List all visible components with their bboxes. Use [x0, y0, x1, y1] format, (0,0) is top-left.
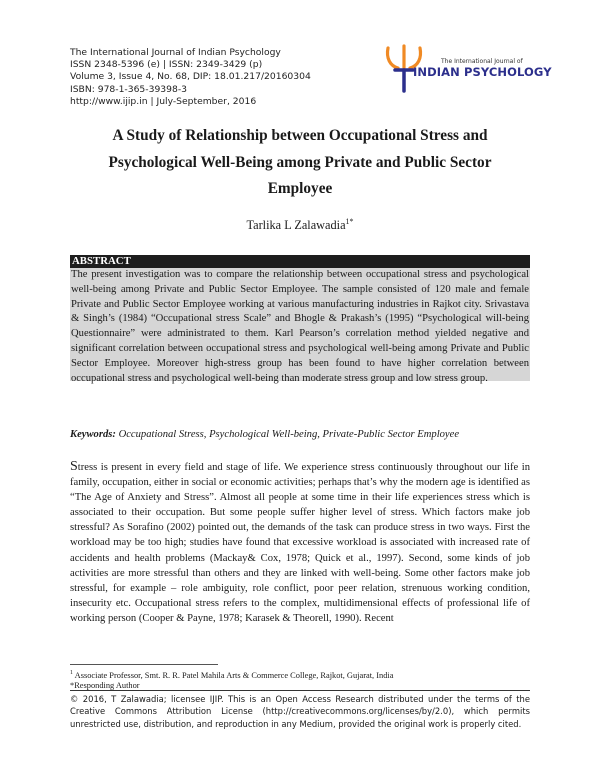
- title-line-1: A Study of Relationship between Occupational Stress and: [112, 127, 488, 144]
- logo-big-text: INDIAN PSYCHOLOGY: [413, 65, 552, 79]
- logo-small-text: The International Journal of: [441, 58, 523, 65]
- footnote-mark: 1: [70, 670, 73, 676]
- license-rule: [70, 690, 530, 691]
- footnote-1: [70, 668, 530, 681]
- url-date-line: http://www.ijip.in | July-September, 2016: [70, 95, 257, 107]
- footnote-rule: [70, 664, 218, 665]
- keywords-line: [70, 429, 530, 440]
- author-mark: 1*: [345, 217, 354, 226]
- body-text: tress is present in every field and stage of life. We experience stress continuously throughout our life in family, occupation, either in social or economic activities; perhaps that’s why the modern age is identified as “The Age of Anxiety and Stress”. Almost all people at some time in their life experiences stress which is associated to their occupation. But some people suffer higher level of stress. Which factors make job stressful? As Sorafino (2002) pointed out, the demands of the task can produce stress in two ways. First the workload may be too high; studies have found that excessive workload is associated with increased rate of accidents and health problems (Mackay& Cox, 1978; Quick et al., 1997). Second, some kinds of job activities are more stressful than others and they are linked with well-being. Some other factors make job stressful, for example – role ambiguity, role conflict, poor peer relation, strenuous working condition, insecurity etc. Occupational stress refers to the complex, multidimensional effects of professional life of working person (Cooper & Payne, 1978; Karasek & Theorell, 1990). Recent: [70, 462, 530, 624]
- body-paragraph: [70, 459, 530, 626]
- author-line: [70, 217, 530, 233]
- author-name: Tarlika L Zalawadia: [246, 218, 346, 233]
- journal-header: [70, 47, 400, 108]
- license-text: © 2016, T Zalawadia; licensee IJIP. This is an Open Access Research distributed under the terms of the Creative Commons Attribution License (http://creativecommons.org/licenses/by/2.0), which permits unrestricted use, distribution, and reproduction in any Medium, provided the original work is properly cited.: [70, 694, 530, 729]
- title-line-2: Psychological Well-Being among Private and Public Sector: [108, 153, 492, 171]
- journal-name: The International Journal of Indian Psychology: [70, 47, 281, 58]
- journal-logo: [384, 44, 552, 96]
- keywords-label: Keywords:: [70, 429, 116, 440]
- volume-line: Volume 3, Issue 4, No. 68, DIP: 18.01.217/20160304: [70, 71, 311, 83]
- footnote-1-text: Associate Professor, Smt. R. R. Patel Mahila Arts & Commerce College, Rajkot, Gujarat, India: [74, 670, 394, 680]
- paper-title: [70, 123, 530, 203]
- footnote-2: *Responding Author: [70, 681, 140, 691]
- keywords-text: Occupational Stress, Psychological Well-being, Private-Public Sector Employee: [118, 429, 460, 440]
- drop-cap: S: [70, 459, 78, 474]
- footnotes: [70, 668, 530, 692]
- isbn-line: ISBN: 978-1-365-39398-3: [70, 83, 187, 95]
- issn-line: ISSN 2348-5396 (e) | ISSN: 2349-3429 (p): [70, 59, 263, 71]
- abstract-heading: ABSTRACT: [70, 255, 530, 268]
- title-line-3: Employee: [267, 180, 333, 197]
- abstract-text: The present investigation was to compare the relationship between occupational stress and psychological well-being among Private and Public Sector Employee. The sample consisted of 120 male and female Private and Public Sector Employee working at various manufacturing industries in Rajkot city. Srivastava & Singh’s (1984) “Occupational stress Scale” and Bhogle & Prakash’s (1995) “Psychological will-being Questionnaire” were administrated to them. Karl Pearson’s correlation method yielded negative and significant correlation between occupational stress and psychological well-being among Private and Public Sector Employee. Moreover high-stress group has been found to have higher correlation between occupational stress and psychological well-being than moderate stress group and low stress group.: [71, 269, 529, 384]
